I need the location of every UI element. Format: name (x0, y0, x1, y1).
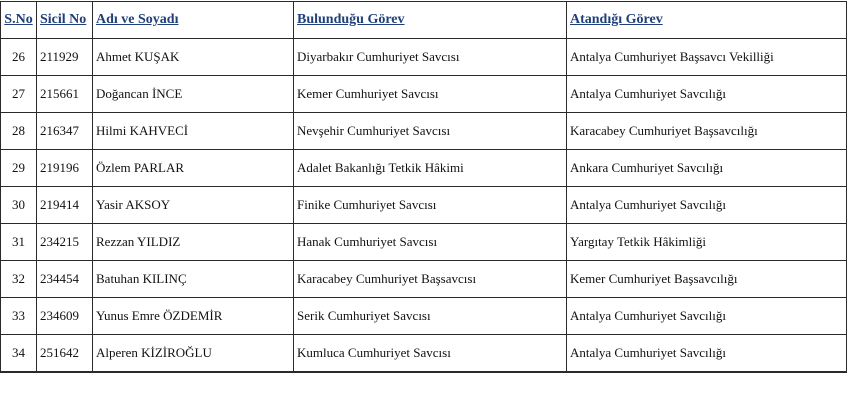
header-current-position: Bulunduğu Görev (294, 2, 567, 39)
cell-current-position: Finike Cumhuriyet Savcısı (294, 187, 567, 224)
table-header (1, 2, 847, 39)
cell-name: Alperen KİZİROĞLU (93, 335, 294, 373)
cell-assigned-position: Antalya Cumhuriyet Savcılığı (567, 335, 847, 373)
cell-sicil-no: 211929 (37, 39, 93, 76)
cell-sicil-no: 219196 (37, 150, 93, 187)
cell-name: Doğancan İNCE (93, 76, 294, 113)
cell-name: Özlem PARLAR (93, 150, 294, 187)
header-assigned-position: Atandığı Görev (567, 2, 847, 39)
cell-assigned-position: Ankara Cumhuriyet Savcılığı (567, 150, 847, 187)
table-row (1, 335, 847, 373)
cell-current-position: Hanak Cumhuriyet Savcısı (294, 224, 567, 261)
cell-sno: 27 (1, 76, 37, 113)
appointments-table (0, 1, 847, 373)
cell-current-position: Kumluca Cumhuriyet Savcısı (294, 335, 567, 373)
cell-current-position: Karacabey Cumhuriyet Başsavcısı (294, 261, 567, 298)
table-row (1, 76, 847, 113)
cell-sicil-no: 216347 (37, 113, 93, 150)
cell-current-position: Kemer Cumhuriyet Savcısı (294, 76, 567, 113)
header-row (1, 2, 847, 39)
cell-current-position: Serik Cumhuriyet Savcısı (294, 298, 567, 335)
cell-assigned-position: Kemer Cumhuriyet Başsavcılığı (567, 261, 847, 298)
table-row (1, 113, 847, 150)
cell-sno: 32 (1, 261, 37, 298)
table-row (1, 261, 847, 298)
table-row (1, 298, 847, 335)
cell-sno: 33 (1, 298, 37, 335)
cell-sicil-no: 234215 (37, 224, 93, 261)
cell-name: Hilmi KAHVECİ (93, 113, 294, 150)
cell-sno: 26 (1, 39, 37, 76)
cell-name: Rezzan YILDIZ (93, 224, 294, 261)
cell-assigned-position: Karacabey Cumhuriyet Başsavcılığı (567, 113, 847, 150)
table-body (1, 39, 847, 373)
header-sicil-no: Sicil No (37, 2, 93, 39)
cell-sno: 28 (1, 113, 37, 150)
cell-sicil-no: 219414 (37, 187, 93, 224)
cell-current-position: Adalet Bakanlığı Tetkik Hâkimi (294, 150, 567, 187)
cell-sicil-no: 234609 (37, 298, 93, 335)
cell-sicil-no: 234454 (37, 261, 93, 298)
cell-sno: 30 (1, 187, 37, 224)
cell-current-position: Nevşehir Cumhuriyet Savcısı (294, 113, 567, 150)
table-row (1, 187, 847, 224)
cell-sno: 31 (1, 224, 37, 261)
cell-assigned-position: Antalya Cumhuriyet Başsavcı Vekilliği (567, 39, 847, 76)
cell-assigned-position: Antalya Cumhuriyet Savcılığı (567, 298, 847, 335)
cell-assigned-position: Antalya Cumhuriyet Savcılığı (567, 187, 847, 224)
cell-sno: 29 (1, 150, 37, 187)
cell-current-position: Diyarbakır Cumhuriyet Savcısı (294, 39, 567, 76)
cell-name: Batuhan KILINÇ (93, 261, 294, 298)
header-sno: S.No (1, 2, 37, 39)
header-name: Adı ve Soyadı (93, 2, 294, 39)
cell-name: Yunus Emre ÖZDEMİR (93, 298, 294, 335)
cell-name: Yasir AKSOY (93, 187, 294, 224)
cell-sno: 34 (1, 335, 37, 373)
table-row (1, 39, 847, 76)
cell-assigned-position: Antalya Cumhuriyet Savcılığı (567, 76, 847, 113)
cell-sicil-no: 251642 (37, 335, 93, 373)
table-row (1, 224, 847, 261)
cell-sicil-no: 215661 (37, 76, 93, 113)
table-row (1, 150, 847, 187)
cell-assigned-position: Yargıtay Tetkik Hâkimliği (567, 224, 847, 261)
cell-name: Ahmet KUŞAK (93, 39, 294, 76)
